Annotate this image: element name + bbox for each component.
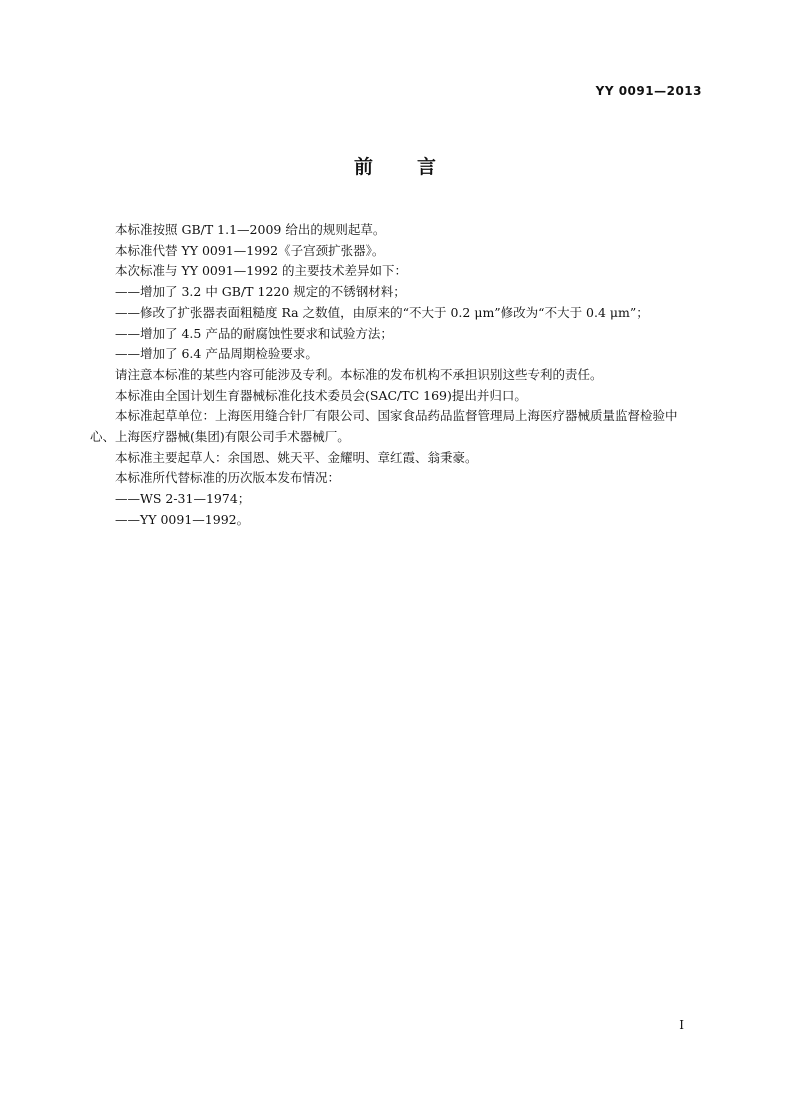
page-number: I bbox=[679, 1018, 684, 1032]
paragraph-patent-notice: 请注意本标准的某些内容可能涉及专利。本标准的发布机构不承担识别这些专利的责任。 bbox=[115, 366, 603, 382]
list-item: ——增加了 6.4 产品周期检验要求。 bbox=[115, 346, 318, 362]
paragraph-drafters: 本标准主要起草人：余国恩、姚天平、金耀明、章红霞、翁秉豪。 bbox=[115, 449, 478, 465]
list-item: ——增加了 3.2 中 GB/T 1220 规定的不锈钢材料； bbox=[115, 284, 406, 300]
paragraph-drafting-rules: 本标准按照 GB/T 1.1—2009 给出的规则起草。 bbox=[115, 222, 386, 237]
paragraph-replaces: 本标准代替 YY 0091—1992《子宫颈扩张器》。 bbox=[115, 242, 385, 258]
foreword-body bbox=[90, 220, 702, 531]
list-item: ——YY 0091—1992。 bbox=[115, 511, 250, 527]
paragraph-drafting-organizations: 本标准起草单位：上海医用缝合针厂有限公司、国家食品药品监督管理局上海医疗器械质量监督检验中心、上海医疗器械(集团)有限公司手术器械厂。 bbox=[90, 408, 678, 445]
list-item: ——修改了扩张器表面粗糙度 Ra 之数值，由原来的“不大于 0.2 μm”修改为“不大于 0.4 μm”； bbox=[115, 304, 649, 320]
paragraph-previous-editions-intro: 本标准所代替标准的历次版本发布情况： bbox=[115, 470, 341, 486]
list-item: ——WS 2-31—1974； bbox=[115, 491, 251, 507]
paragraph-proposed-by: 本标准由全国计划生育器械标准化技术委员会(SAC/TC 169)提出并归口。 bbox=[115, 387, 527, 403]
paragraph-differences-intro: 本次标准与 YY 0091—1992 的主要技术差异如下： bbox=[115, 263, 408, 279]
list-item: ——增加了 4.5 产品的耐腐蚀性要求和试验方法； bbox=[115, 325, 393, 341]
document-code: YY 0091—2013 bbox=[595, 84, 702, 98]
page-title: 前 言 bbox=[353, 156, 438, 178]
